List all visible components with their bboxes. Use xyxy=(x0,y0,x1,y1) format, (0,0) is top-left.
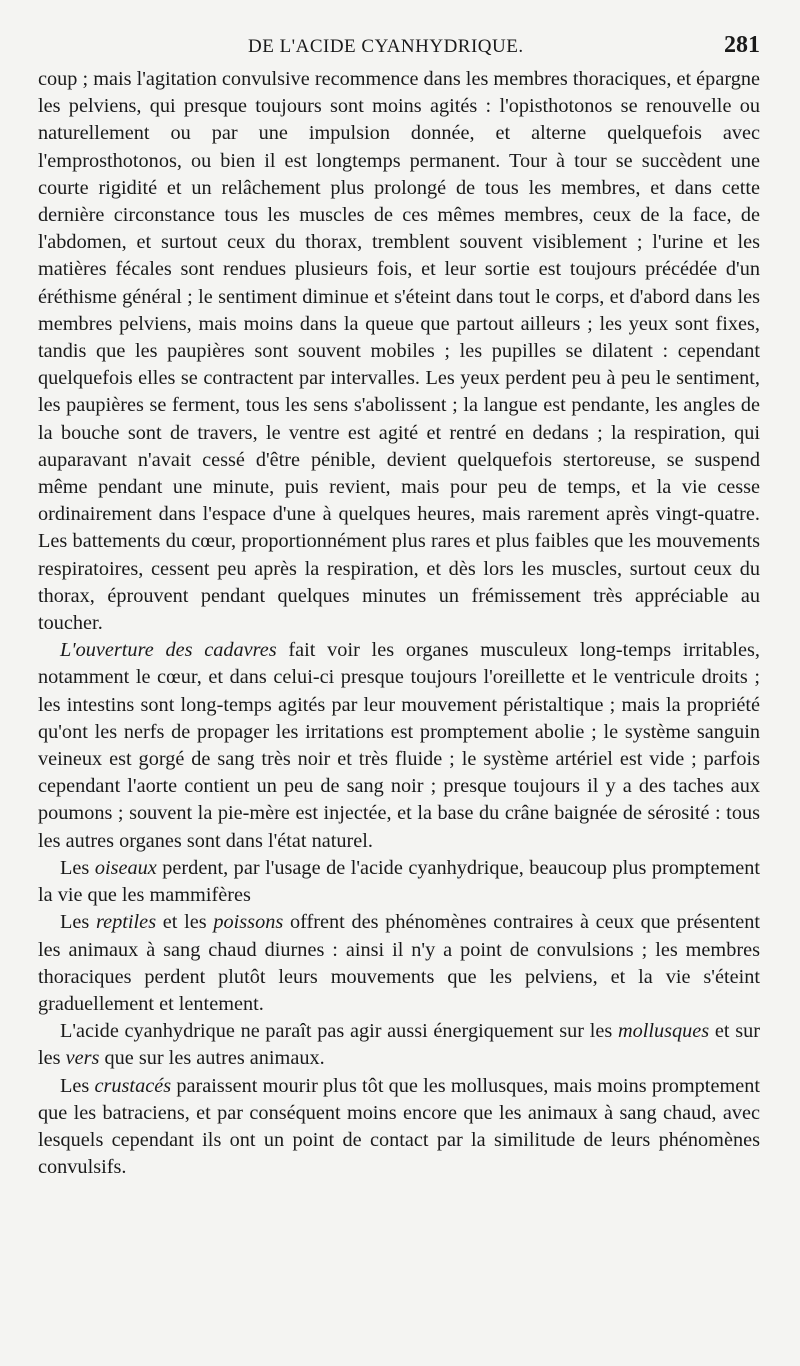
body-text xyxy=(38,66,760,1181)
page-number: 281 xyxy=(724,32,760,58)
italic-term: oiseaux xyxy=(94,856,157,879)
text-segment: que sur les autres animaux. xyxy=(99,1047,325,1070)
running-title: DE L'ACIDE CYANHYDRIQUE. xyxy=(248,36,524,57)
text-segment: Les xyxy=(60,911,96,934)
italic-term: poissons xyxy=(213,911,284,934)
paragraph-birds xyxy=(38,855,760,909)
paragraph-autopsy xyxy=(38,637,760,855)
text-segment: et sur les xyxy=(38,1020,760,1070)
italic-term: L'ouverture des cadavres xyxy=(60,639,277,662)
text-segment: fait voir les organes musculeux long-temps irritables, notamment le cœur, et dans celui-ci presque toujours l'oreillette et le ventricule droits ; les intestins sont long-temps agités par leur mouvement péristaltique ; mais la propriété qu'ont les nerfs de propager les irritations est promptement abolie ; le système sanguin veineux est gorgé de sang très noir et très fluide ; le système artériel est vide ; parfois cependant l'aorte contient un peu de sang noir ; presque toujours il y a des taches aux poumons ; souvent la pie-mère est injectée, et la base du crâne baignée de sérosité : tous les autres organes sont dans l'état naturel. xyxy=(38,639,760,852)
italic-term: reptiles xyxy=(96,911,157,934)
text-segment: coup ; mais l'agitation convulsive recommence dans les membres thoraciques, et épargne les pelviens, qui presque toujours sont moins agités : l'opisthotonos se renouvelle ou naturellement ou par une impulsion donnée, et alterne quelquefois avec l'emprosthotonos, ou bien il est longtemps permanent. Tour à tour se succèdent une courte rigidité et un relâchement plus prolongé de tous les membres, et dans cette dernière circonstance tous les muscles de ces mêmes membres, ceux de la face, de l'abdomen, et surtout ceux du thorax, tremblent souvent visiblement ; l'urine et les matières fécales sont rendues plusieurs fois, et leur sortie est toujours précédée d'un éréthisme général ; le sentiment diminue et s'éteint dans tout le corps, et d'abord dans les membres pelviens, mais moins dans la queue que partout ailleurs ; les yeux sont fixes, tandis que les paupières sont souvent mobiles ; les pupilles se dilatent : cependant quelquefois elles se contractent par intervalles. Les yeux perdent peu à peu le sentiment, les paupières se ferment, tous les sens s'abolissent ; la langue est pendante, les angles de la bouche sont de travers, le ventre est agité et rentré en dedans ; la respiration, qui auparavant n'avait cessé d'être pénible, devient quelquefois stertoreuse, se suspend même pendant une minute, puis revient, mais pour peu de temps, et la vie cesse ordinairement dans l'espace d'une à quelques heures, mais rarement après vingt-quatre. Les battements du cœur, proportionnément plus rares et plus faibles que les mouvements respiratoires, cessent peu après la respiration, et dès lors les muscles, surtout ceux du thorax, éprouvent pendant quelques minutes un frémissement très appréciable au toucher. xyxy=(38,68,760,635)
italic-term: vers xyxy=(65,1047,100,1070)
italic-term: mollusques xyxy=(617,1020,710,1043)
italic-term: crustacés xyxy=(94,1074,172,1097)
text-segment: et les xyxy=(156,911,214,934)
page-header xyxy=(38,30,760,64)
text-segment: paraissent mourir plus tôt que les mollusques, mais moins promptement que les batraciens, et par conséquent moins encore que les animaux à sang chaud, avec lesquels cependant ils ont un point de contact par la similitude de leurs phénomènes convulsifs. xyxy=(38,1074,760,1179)
paragraph-molluscs-worms xyxy=(38,1018,760,1072)
paragraph-continuation xyxy=(38,66,760,637)
text-segment: Les xyxy=(60,856,95,879)
paragraph-reptiles-fish xyxy=(38,909,760,1018)
text-segment: Les xyxy=(60,1074,95,1097)
paragraph-crustaceans xyxy=(38,1073,760,1182)
text-segment: perdent, par l'usage de l'acide cyanhydrique, beaucoup plus promptement la vie que les mammifères xyxy=(38,856,760,907)
text-segment: L'acide cyanhydrique ne paraît pas agir aussi énergiquement sur les xyxy=(60,1020,618,1043)
text-segment: offrent des phénomènes contraires à ceux que présentent les animaux à sang chaud diurnes : ainsi il n'y a point de convulsions ; les membres thoraciques perdent plutôt leurs mouvements que les pelviens, et la vie s'éteint graduellement et lentement. xyxy=(38,911,760,1015)
